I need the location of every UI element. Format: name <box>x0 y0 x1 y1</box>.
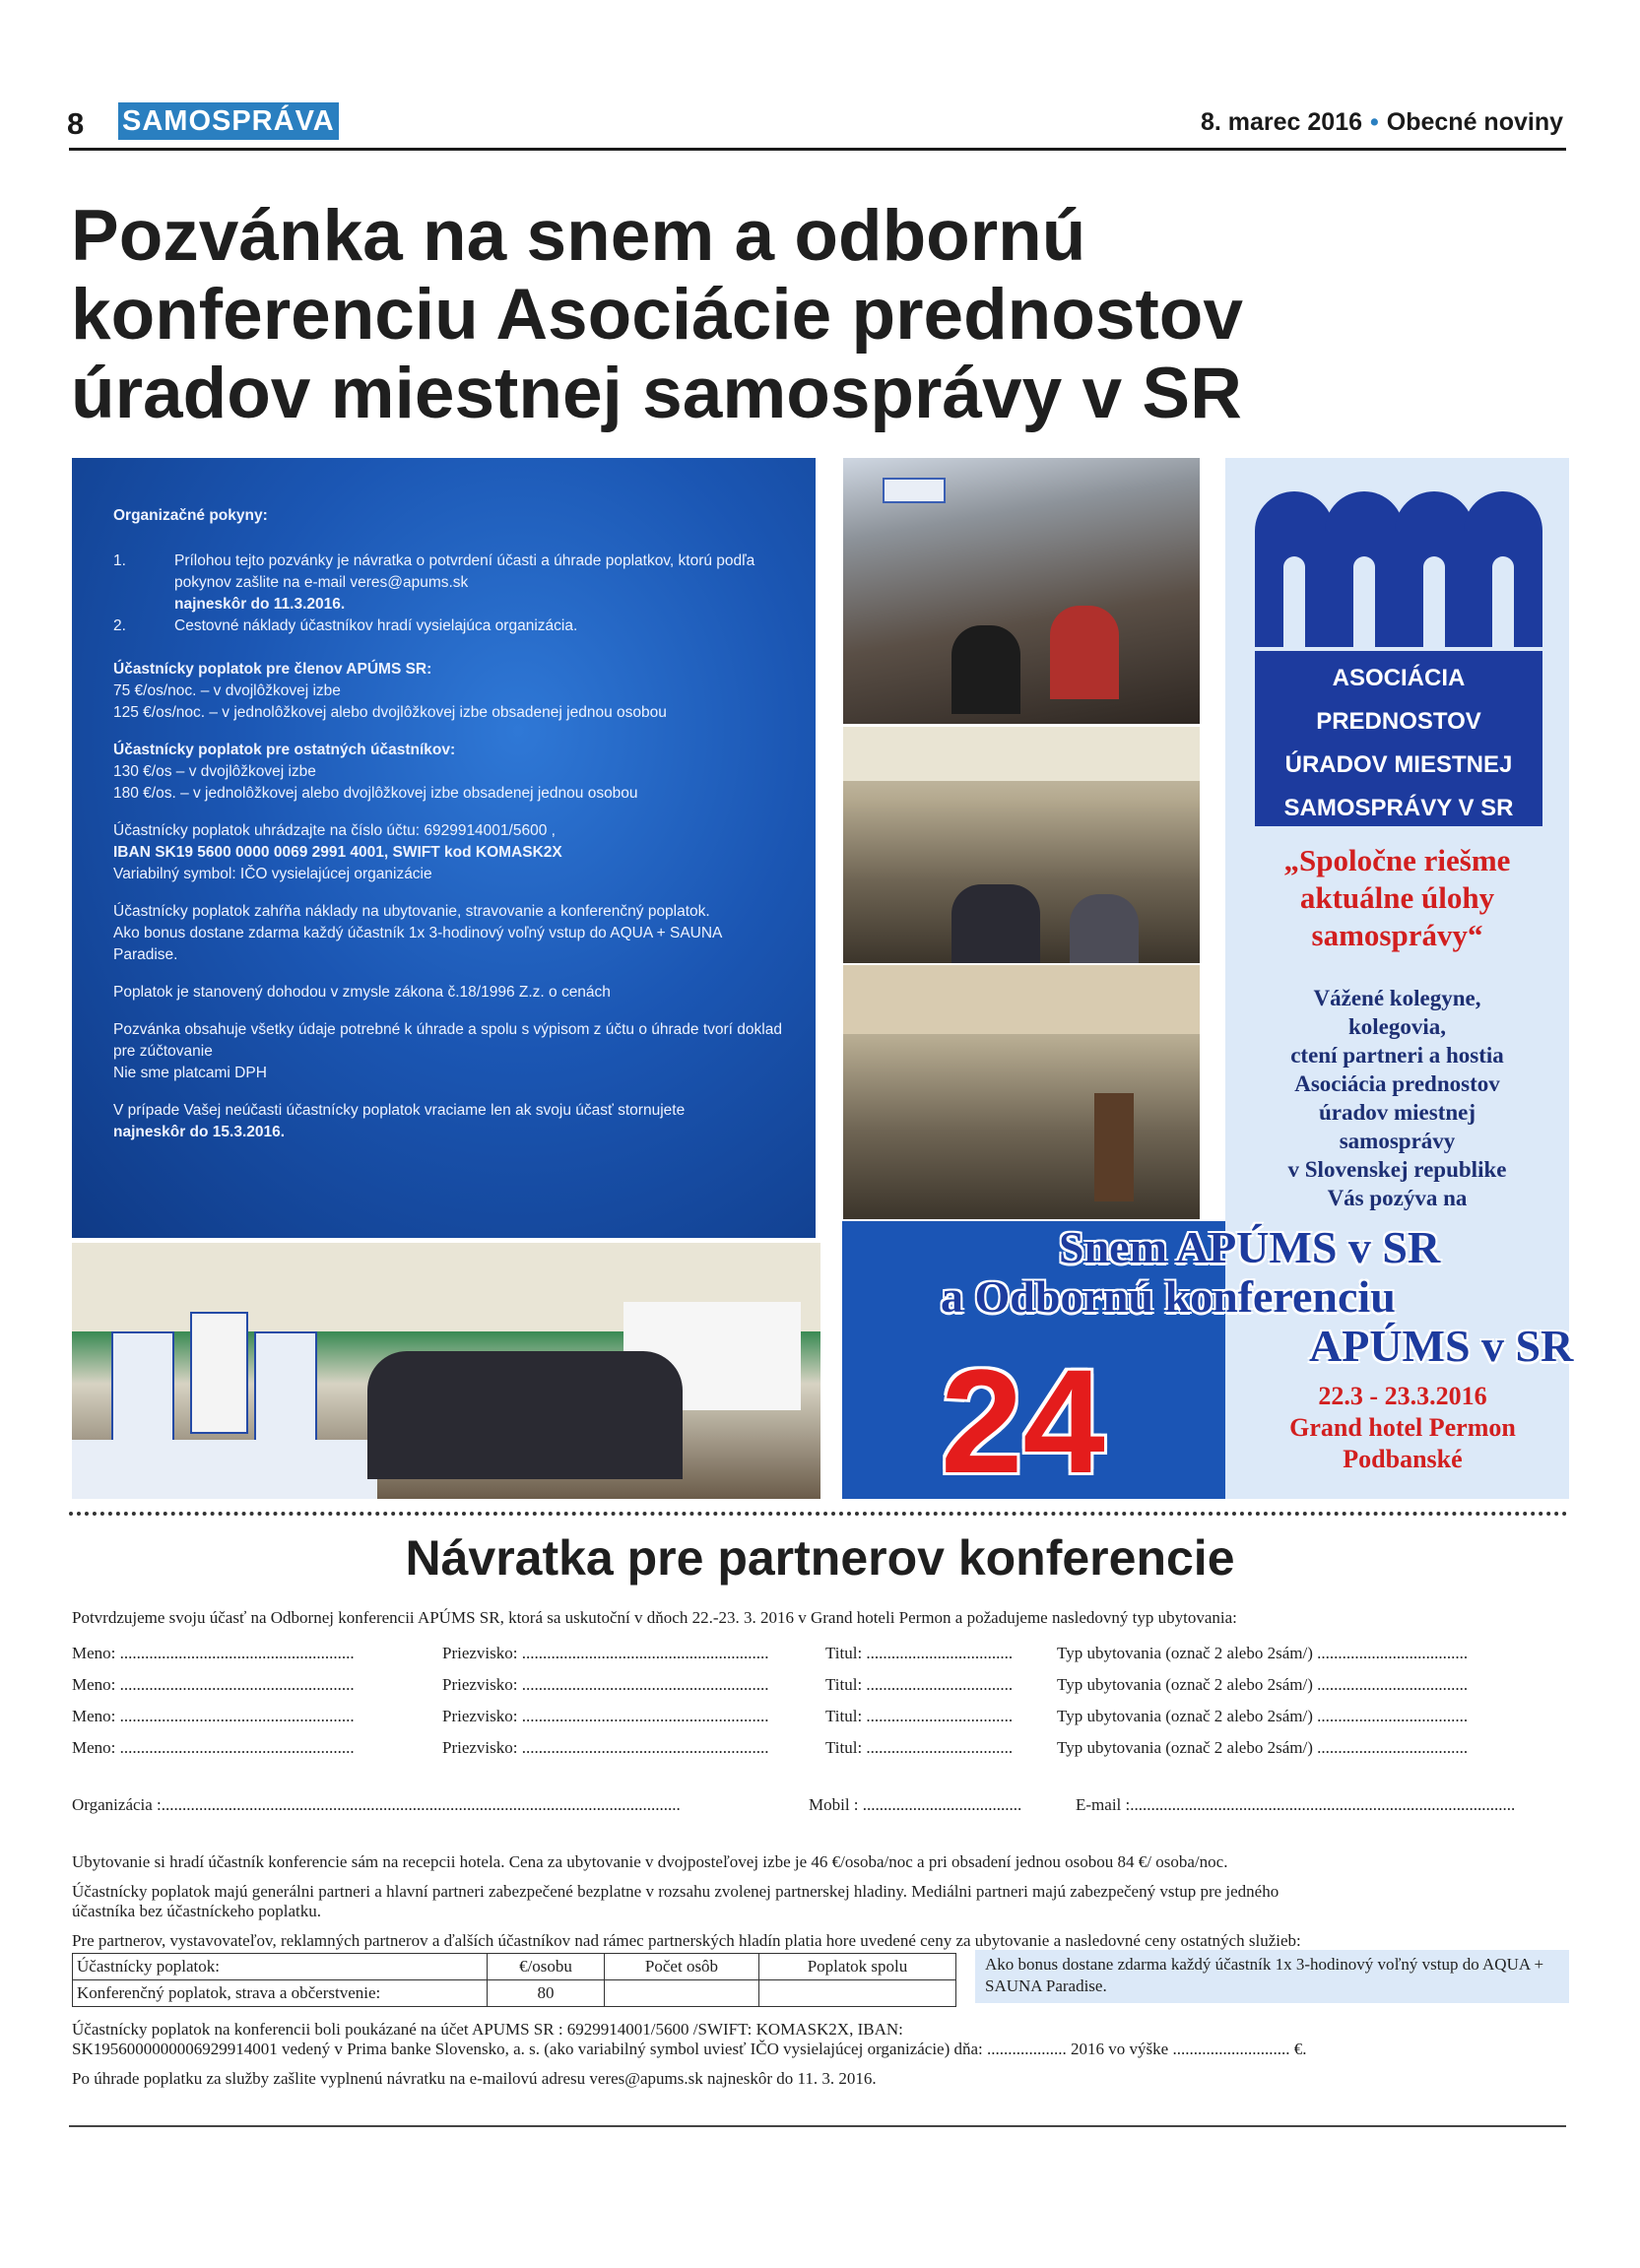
others-fee-1: 130 €/os – v dvojlôžkovej izbe <box>113 763 316 780</box>
payment-line: SK1956000000006929914001 vedený v Prima banke Slovensko, a. s. (ako variabilný symbol uviesť IČO vysielajúcej organizácie) dňa: ................... 2016 vo výške ............................ €. <box>72 2040 1307 2058</box>
banner-line: APÚMS v SR <box>1309 1321 1574 1371</box>
organization-field[interactable]: Organizácia :............................................................................................................................ <box>72 1795 681 1814</box>
logo-text <box>1255 657 1542 830</box>
poster-slogan <box>1225 842 1569 954</box>
room-type-field[interactable]: Typ ubytovania (označ 2 alebo 2sám/) .................................... <box>1057 1675 1469 1694</box>
conference-photo-2 <box>843 727 1200 963</box>
item-deadline: najneskôr do 11.3.2016. <box>174 596 346 613</box>
organizational-info-panel <box>72 458 816 1238</box>
table-cell: Konferenčný poplatok, strava a občerstvenie: <box>73 1980 488 2007</box>
surname-field[interactable]: Priezvisko: ........................................................... <box>442 1738 769 1757</box>
article-headline <box>71 197 1529 433</box>
slogan-line: „Spoločne riešme <box>1283 843 1511 877</box>
payment-vs: Variabilný symbol: IČO vysielajúcej organizácie <box>113 866 432 882</box>
prices-note: Pre partnerov, vystavovateľov, reklamných partnerov a ďalších účastníkov nad rámec partnerských hladín platia hore uvedené ceny za ubytovanie a nasledovné ceny ostatných služieb: <box>72 1931 1301 1950</box>
send-note: Po úhrade poplatku za služby zašlite vyplnenú návratku na e-mailovú adresu veres@apums.sk najneskôr do 11. 3. 2016. <box>72 2069 877 2088</box>
event-hotel: Grand hotel Permon <box>1289 1413 1516 1442</box>
members-fee-2: 125 €/os/noc. – v jednolôžkovej alebo dvojlôžkovej izbe obsadenej jednou osobou <box>113 704 667 721</box>
fee-bonus: Ako bonus dostane zdarma každý účastník 1x 3-hodinový voľný vstup do AQUA + SAUNA Paradise. <box>113 925 722 963</box>
table-header: Poplatok spolu <box>759 1954 956 1980</box>
table-header: Počet osôb <box>605 1954 759 1980</box>
name-field[interactable]: Meno: ........................................................ <box>72 1675 355 1694</box>
publication-name: Obecné noviny <box>1386 108 1563 136</box>
greeting-line: kolegovia, <box>1347 1014 1447 1039</box>
item-text: Prílohou tejto pozvánky je návratka o potvrdení účasti a úhrade poplatkov, ktorú podľa pokynov zašlite na e-mail veres@apums.sk <box>174 552 755 591</box>
partners-note-cont: účastníka bez účastníckeho poplatku. <box>72 1902 322 1920</box>
title-field[interactable]: Titul: ................................... <box>825 1738 1014 1757</box>
item-text: Cestovné náklady účastníkov hradí vysielajúca organizácia. <box>174 617 578 634</box>
section-label: SAMOSPRÁVA <box>118 102 339 140</box>
table-header: €/osobu <box>488 1954 605 1980</box>
mobile-field[interactable]: Mobil : ...................................... <box>809 1795 1022 1814</box>
info-title: Organizačné pokyny: <box>113 507 268 524</box>
item-number: 1. <box>113 552 126 569</box>
group-photo <box>72 1243 820 1499</box>
surname-field[interactable]: Priezvisko: ........................................................... <box>442 1644 769 1662</box>
cancel-note: V prípade Vašej neúčasti účastnícky poplatok vraciame len ak svoju účasť stornujete <box>113 1102 686 1119</box>
vat-note: Nie sme platcami DPH <box>113 1065 267 1081</box>
title-field[interactable]: Titul: ................................... <box>825 1675 1014 1694</box>
greeting-line: Asociácia prednostov <box>1294 1071 1500 1096</box>
table-cell-persons[interactable] <box>605 1980 759 2007</box>
arches-logo-icon <box>1255 478 1542 651</box>
logo-line: ASOCIÁCIA <box>1332 665 1466 691</box>
greeting-line: ctení partneri a hostia <box>1290 1043 1504 1068</box>
form-title: Návratka pre partnerov konferencie <box>405 1530 1235 1586</box>
room-type-field[interactable]: Typ ubytovania (označ 2 alebo 2sám/) .................................... <box>1057 1738 1469 1757</box>
dateline <box>1201 108 1563 137</box>
slogan-line: samosprávy“ <box>1311 918 1483 952</box>
table-header-row <box>73 1954 956 1980</box>
slogan-line: aktuálne úlohy <box>1299 880 1495 915</box>
surname-field[interactable]: Priezvisko: ........................................................... <box>442 1675 769 1694</box>
greeting-line: Vás pozýva na <box>1327 1186 1468 1210</box>
fee-law: Poplatok je stanovený dohodou v zmysle zákona č.18/1996 Z.z. o cenách <box>113 984 611 1001</box>
logo-line: PREDNOSTOV <box>1316 708 1481 735</box>
page-number: 8 <box>67 106 85 141</box>
info-item <box>113 551 783 616</box>
footer-rule <box>69 2125 1566 2127</box>
others-fee-2: 180 €/os. – v jednolôžkovej alebo dvojlôžkovej izbe obsadenej jednou osobou <box>113 785 638 802</box>
table-cell-total[interactable] <box>759 1980 956 2007</box>
room-type-field[interactable]: Typ ubytovania (označ 2 alebo 2sám/) .................................... <box>1057 1707 1469 1725</box>
headline-line: úradov miestnej samosprávy v SR <box>71 354 1242 433</box>
info-item <box>113 616 783 637</box>
header-rule <box>69 148 1566 151</box>
table-header: Účastnícky poplatok: <box>73 1954 488 1980</box>
fee-includes: Účastnícky poplatok zahŕňa náklady na ubytovanie, stravovanie a konferenčný poplatok. <box>113 903 710 920</box>
event-banner <box>842 1221 1574 1504</box>
bonus-box: Ako bonus dostane zdarma každý účastník 1x 3-hodinový voľný vstup do AQUA + SAUNA Paradise. <box>975 1950 1569 2003</box>
headline-line: konferenciu Asociácie prednostov <box>71 275 1243 355</box>
logo-line: SAMOSPRÁVY V SR <box>1283 795 1514 821</box>
item-number: 2. <box>113 617 126 634</box>
greeting-line: v Slovenskej republike <box>1287 1157 1507 1182</box>
issue-date: 8. marec 2016 <box>1200 108 1363 136</box>
conference-photo-3 <box>843 965 1200 1219</box>
payment-iban: IBAN SK19 5600 0000 0069 2991 4001, SWIFT kod KOMASK2X <box>113 844 562 861</box>
logo-line: ÚRADOV MIESTNEJ <box>1284 751 1513 778</box>
fee-table <box>72 1953 956 2007</box>
payment-account: Účastnícky poplatok uhrádzajte na číslo účtu: 6929914001/5600 , <box>113 822 556 839</box>
event-place: Podbanské <box>1343 1445 1463 1473</box>
greeting-line: Vážené kolegyne, <box>1313 986 1481 1010</box>
surname-field[interactable]: Priezvisko: ........................................................... <box>442 1707 769 1725</box>
apums-logo <box>1255 478 1542 826</box>
form-intro: Potvrdzujeme svoju účasť na Odbornej konferencii APÚMS SR, ktorá sa uskutoční v dňoch 22.-23. 3. 2016 v Grand hoteli Permon a požadujeme nasledovný typ ubytovania: <box>72 1608 1237 1627</box>
name-field[interactable]: Meno: ........................................................ <box>72 1707 355 1725</box>
banner-line: Snem APÚMS v SR <box>1059 1222 1441 1272</box>
table-cell: 80 <box>488 1980 605 2007</box>
cancel-deadline: najneskôr do 15.3.2016. <box>113 1124 286 1140</box>
event-dates: 22.3 - 23.3.2016 <box>1318 1382 1487 1410</box>
dotted-separator <box>69 1512 1568 1516</box>
others-fee-title: Účastnícky poplatok pre ostatných účastníkov: <box>113 742 456 758</box>
greeting-line: úradov miestnej <box>1318 1100 1476 1125</box>
banner-line: a Odbornú konferenciu <box>941 1271 1396 1322</box>
headline-line: Pozvánka na snem a odbornú <box>71 196 1086 276</box>
email-field[interactable]: E-mail :............................................................................................ <box>1076 1795 1516 1814</box>
bullet-separator: • <box>1370 108 1379 136</box>
name-field[interactable]: Meno: ........................................................ <box>72 1644 355 1662</box>
title-field[interactable]: Titul: ................................... <box>825 1644 1014 1662</box>
poster-greeting <box>1225 984 1569 1212</box>
accommodation-note: Ubytovanie si hradí účastník konferencie sám na recepcii hotela. Cena za ubytovanie v dvojposteľovej izbe je 46 €/osoba/noc a pri obsadení jednou osobou 84 €/ osoba/noc. <box>72 1852 1228 1871</box>
partners-note: Účastnícky poplatok majú generálni partneri a hlavní partneri zabezpečené bezplatne v rozsahu zvolenej partnerskej hladiny. Mediálni partneri majú zabezpečený vstup pre jedného <box>72 1882 1279 1901</box>
title-field[interactable]: Titul: ................................... <box>825 1707 1014 1725</box>
members-fee-1: 75 €/os/noc. – v dvojlôžkovej izbe <box>113 682 341 699</box>
event-number: 24 <box>941 1338 1105 1504</box>
members-fee-title: Účastnícky poplatok pre členov APÚMS SR: <box>113 661 432 678</box>
payment-line: Účastnícky poplatok na konferencii boli poukázané na účet APUMS SR : 6929914001/5600 /SWIFT: KOMASK2X, IBAN: <box>72 2020 903 2039</box>
name-field[interactable]: Meno: ........................................................ <box>72 1738 355 1757</box>
event-venue <box>1236 1381 1569 1475</box>
greeting-line: samosprávy <box>1339 1129 1456 1153</box>
room-type-field[interactable]: Typ ubytovania (označ 2 alebo 2sám/) .................................... <box>1057 1644 1469 1662</box>
table-row <box>73 1980 956 2007</box>
conference-photo-1 <box>843 458 1200 724</box>
invoice-note: Pozvánka obsahuje všetky údaje potrebné k úhrade a spolu s výpisom z účtu o úhrade tvorí doklad pre zúčtovanie <box>113 1021 782 1060</box>
